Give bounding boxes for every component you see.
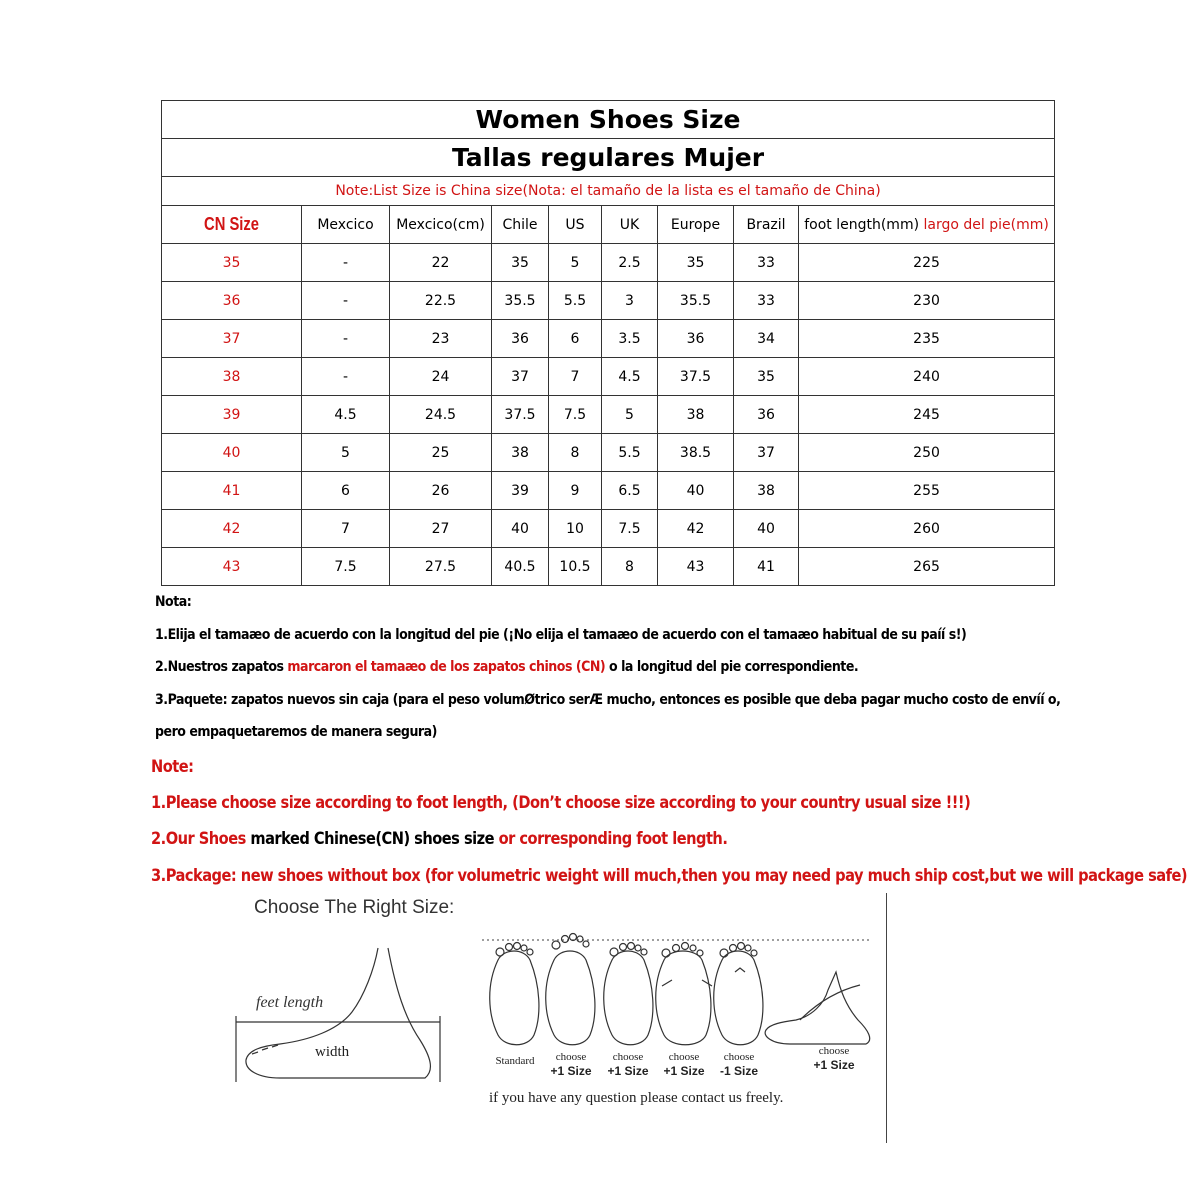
cell-chile: 40.5 <box>492 548 549 586</box>
note-line-3: 3.Package: new shoes without box (for volumetric weight will much,then you may need pay much ship cost,but we will package safe) <box>151 866 1188 886</box>
foot-outline-3 <box>604 943 653 1045</box>
foot-caption-2: choose +1 Size <box>550 1051 592 1078</box>
cell-mexcico-cm: 27 <box>390 510 492 548</box>
note-line-2: 2.Our Shoes marked Chinese(CN) shoes size or corresponding foot length. <box>151 829 728 849</box>
cell-mexcico: 6 <box>302 472 390 510</box>
contact-note: if you have any question please contact us freely. <box>489 1090 784 1106</box>
cell-mexcico: - <box>302 320 390 358</box>
cell-brazil: 34 <box>734 320 799 358</box>
cell-europe: 37.5 <box>658 358 734 396</box>
nota-line-4: pero empaquetaremos de manera segura) <box>155 724 437 740</box>
cell-europe: 36 <box>658 320 734 358</box>
feet-length-label: feet length <box>256 994 324 1011</box>
cell-us: 9 <box>549 472 602 510</box>
header-us: US <box>549 206 602 244</box>
cell-us: 6 <box>549 320 602 358</box>
table-title-es: Tallas regulares Mujer <box>162 139 1055 177</box>
foot-outline-side-6 <box>765 972 870 1044</box>
cell-mexcico: - <box>302 282 390 320</box>
cell-mexcico: 5 <box>302 434 390 472</box>
cell-uk: 5.5 <box>602 434 658 472</box>
cell-cn-size: 40 <box>162 434 302 472</box>
cell-chile: 37 <box>492 358 549 396</box>
cell-uk: 3 <box>602 282 658 320</box>
header-mexcico-cm: Mexcico(cm) <box>390 206 492 244</box>
cell-cn-size: 41 <box>162 472 302 510</box>
cell-brazil: 35 <box>734 358 799 396</box>
cell-foot-length: 255 <box>799 472 1055 510</box>
cell-foot-length: 250 <box>799 434 1055 472</box>
cell-us: 7 <box>549 358 602 396</box>
cell-us: 5.5 <box>549 282 602 320</box>
foot-caption-5: choose -1 Size <box>719 1051 758 1078</box>
table-note: Note:List Size is China size(Nota: el tamaño de la lista es el tamaño de China) <box>162 177 1055 206</box>
cell-uk: 2.5 <box>602 244 658 282</box>
cell-mexcico: - <box>302 244 390 282</box>
cell-europe: 35 <box>658 244 734 282</box>
cell-mexcico-cm: 25 <box>390 434 492 472</box>
cell-us: 10.5 <box>549 548 602 586</box>
cell-brazil: 41 <box>734 548 799 586</box>
cell-mexcico-cm: 24.5 <box>390 396 492 434</box>
cell-foot-length: 230 <box>799 282 1055 320</box>
foot-caption-1: Standard <box>495 1055 535 1067</box>
cell-us: 5 <box>549 244 602 282</box>
cell-uk: 7.5 <box>602 510 658 548</box>
foot-caption-6: choose +1 Size <box>813 1045 855 1072</box>
cell-europe: 43 <box>658 548 734 586</box>
foot-outline-2 <box>546 934 595 1045</box>
foot-outline-standard <box>490 943 539 1045</box>
cell-mexcico: 7 <box>302 510 390 548</box>
cell-mexcico-cm: 24 <box>390 358 492 396</box>
cell-brazil: 40 <box>734 510 799 548</box>
cell-foot-length: 240 <box>799 358 1055 396</box>
note-line-1: 1.Please choose size according to foot length, (Don’t choose size according to your country usual size !!!) <box>151 793 971 813</box>
cell-chile: 38 <box>492 434 549 472</box>
header-mexcico: Mexcico <box>302 206 390 244</box>
cell-mexcico: - <box>302 358 390 396</box>
cell-mexcico-cm: 27.5 <box>390 548 492 586</box>
foot-outline-4 <box>656 943 712 1045</box>
cell-us: 7.5 <box>549 396 602 434</box>
header-chile: Chile <box>492 206 549 244</box>
cell-foot-length: 225 <box>799 244 1055 282</box>
note-heading: Note: <box>151 757 194 777</box>
cell-brazil: 36 <box>734 396 799 434</box>
cell-europe: 42 <box>658 510 734 548</box>
cell-cn-size: 38 <box>162 358 302 396</box>
cell-brazil: 37 <box>734 434 799 472</box>
cell-foot-length: 265 <box>799 548 1055 586</box>
table-title-en: Women Shoes Size <box>162 101 1055 139</box>
nota-heading: Nota: <box>155 594 192 610</box>
header-cn-size: CN Size <box>162 206 302 244</box>
cell-chile: 39 <box>492 472 549 510</box>
foot-caption-3: choose +1 Size <box>607 1051 649 1078</box>
cell-us: 8 <box>549 434 602 472</box>
cell-brazil: 33 <box>734 244 799 282</box>
cell-mexcico-cm: 23 <box>390 320 492 358</box>
cell-cn-size: 43 <box>162 548 302 586</box>
cell-brazil: 33 <box>734 282 799 320</box>
cell-foot-length: 260 <box>799 510 1055 548</box>
cell-uk: 8 <box>602 548 658 586</box>
nota-line-2: 2.Nuestros zapatos marcaron el tamaæo de los zapatos chinos (CN) o la longitud del pie correspondiente. <box>155 659 859 675</box>
cell-mexcico: 4.5 <box>302 396 390 434</box>
cell-uk: 4.5 <box>602 358 658 396</box>
cell-foot-length: 245 <box>799 396 1055 434</box>
cell-chile: 36 <box>492 320 549 358</box>
cell-europe: 40 <box>658 472 734 510</box>
header-uk: UK <box>602 206 658 244</box>
cell-europe: 35.5 <box>658 282 734 320</box>
cell-chile: 37.5 <box>492 396 549 434</box>
header-europe: Europe <box>658 206 734 244</box>
cell-cn-size: 36 <box>162 282 302 320</box>
cell-cn-size: 39 <box>162 396 302 434</box>
cell-mexcico: 7.5 <box>302 548 390 586</box>
cell-cn-size: 37 <box>162 320 302 358</box>
guide-title: Choose The Right Size: <box>254 897 455 918</box>
header-foot-length: foot length(mm) largo del pie(mm) <box>799 206 1055 244</box>
cell-cn-size: 42 <box>162 510 302 548</box>
cell-us: 10 <box>549 510 602 548</box>
cell-chile: 35 <box>492 244 549 282</box>
cell-foot-length: 235 <box>799 320 1055 358</box>
cell-chile: 35.5 <box>492 282 549 320</box>
cell-europe: 38.5 <box>658 434 734 472</box>
cell-cn-size: 35 <box>162 244 302 282</box>
cell-europe: 38 <box>658 396 734 434</box>
nota-line-1: 1.Elija el tamaæo de acuerdo con la longitud del pie (¡No elija el tamaæo de acuerdo con el tamaæo habitual de su paíí s!) <box>155 627 967 643</box>
cell-uk: 6.5 <box>602 472 658 510</box>
cell-brazil: 38 <box>734 472 799 510</box>
foot-caption-4: choose +1 Size <box>663 1051 705 1078</box>
header-brazil: Brazil <box>734 206 799 244</box>
cell-uk: 5 <box>602 396 658 434</box>
cell-chile: 40 <box>492 510 549 548</box>
cell-uk: 3.5 <box>602 320 658 358</box>
cell-mexcico-cm: 22.5 <box>390 282 492 320</box>
nota-line-3: 3.Paquete: zapatos nuevos sin caja (para el peso volumØtrico serÆ mucho, entonces es posible que deba pagar mucho costo de envíí o, <box>155 692 1061 708</box>
width-label: width <box>315 1044 350 1060</box>
cell-mexcico-cm: 22 <box>390 244 492 282</box>
cell-mexcico-cm: 26 <box>390 472 492 510</box>
foot-outline-5 <box>714 943 763 1045</box>
